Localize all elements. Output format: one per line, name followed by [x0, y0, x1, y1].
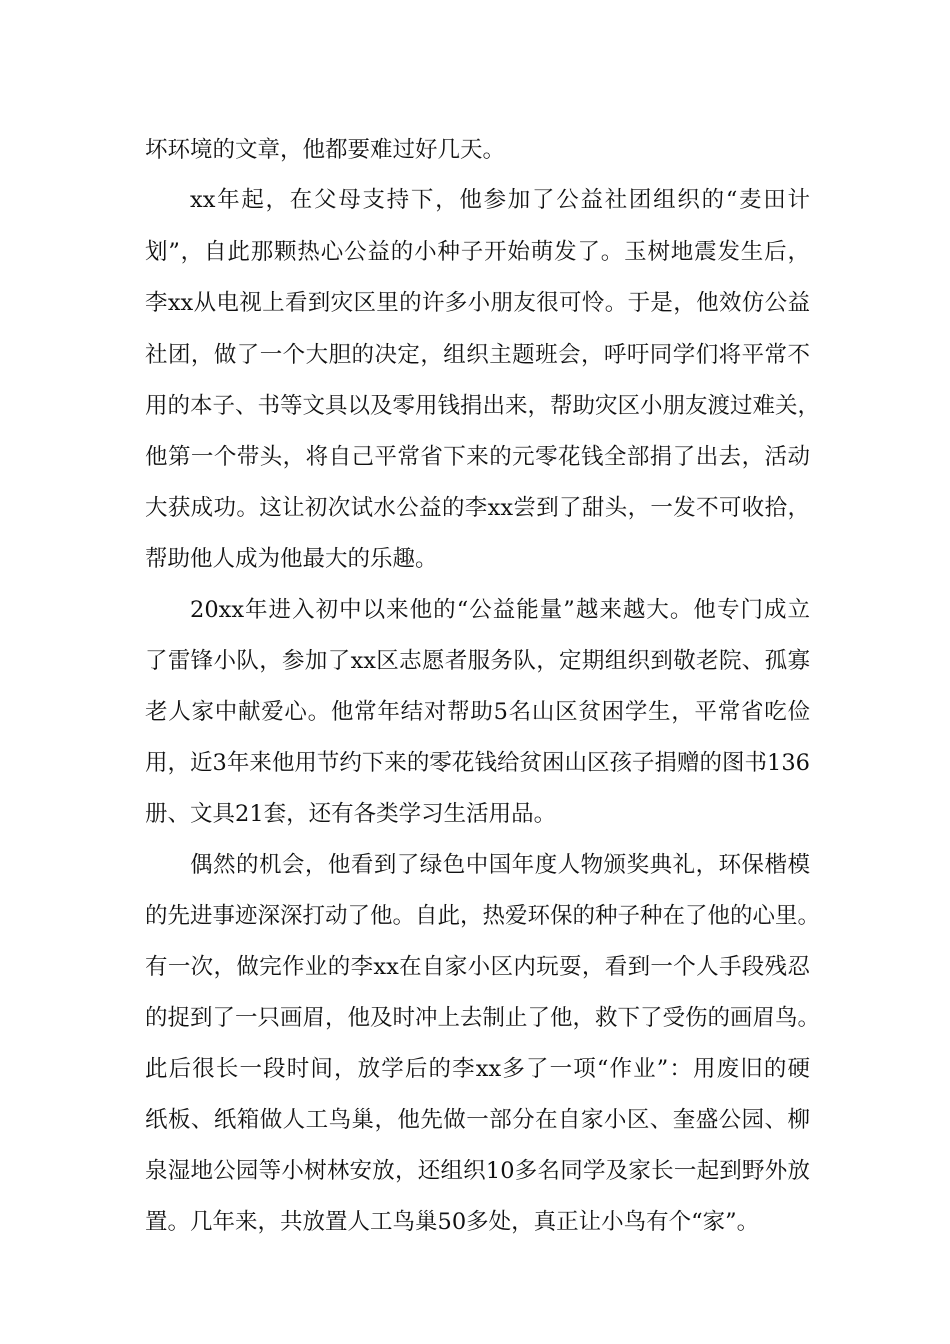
- text-line: 李xx从电视上看到灾区里的许多小朋友很可怜。于是，他效仿公益: [145, 290, 810, 316]
- text-line: 置。几年来，共放置人工鸟巢50多处，真正让小鸟有个“家”。: [145, 1209, 760, 1235]
- paragraph-first-line: 20xx年进入初中以来他的“公益能量”越来越大。他专门成立: [190, 597, 810, 623]
- paragraph-first-line: xx年起，在父母支持下，他参加了公益社团组织的“麦田计: [190, 187, 810, 213]
- text-line: 社团，做了一个大胆的决定，组织主题班会，呼吁同学们将平常不: [145, 342, 810, 368]
- text-line: 坏环境的文章，他都要难过好几天。: [145, 137, 506, 163]
- text-line: 了雷锋小队，参加了xx区志愿者服务队，定期组织到敬老院、孤寡: [145, 648, 810, 674]
- text-line: 划”，自此那颗热心公益的小种子开始萌发了。玉树地震发生后，: [145, 239, 810, 265]
- text-line: 此后很长一段时间，放学后的李xx多了一项“作业”：用废旧的硬: [145, 1056, 810, 1082]
- paragraph-first-line: 偶然的机会，他看到了绿色中国年度人物颁奖典礼，环保楷模: [190, 852, 810, 878]
- text-line: 老人家中献爱心。他常年结对帮助5名山区贫困学生，平常省吃俭: [145, 699, 810, 725]
- text-line: 他第一个带头，将自己平常省下来的元零花钱全部捐了出去，活动: [145, 444, 810, 470]
- text-line: 帮助他人成为他最大的乐趣。: [145, 546, 438, 572]
- text-line: 的捉到了一只画眉，他及时冲上去制止了他，救下了受伤的画眉鸟。: [145, 1005, 821, 1031]
- text-line: 用的本子、书等文具以及零用钱捐出来，帮助灾区小朋友渡过难关，: [145, 393, 821, 419]
- text-line: 纸板、纸箱做人工鸟巢，他先做一部分在自家小区、奎盛公园、柳: [145, 1107, 810, 1133]
- text-line: 用，近3年来他用节约下来的零花钱给贫困山区孩子捐赠的图书136: [145, 750, 810, 776]
- text-line: 有一次，做完作业的李xx在自家小区内玩耍，看到一个人手段残忍: [145, 954, 810, 980]
- text-line: 泉湿地公园等小树林安放，还组织10多名同学及家长一起到野外放: [145, 1158, 810, 1184]
- text-line: 的先进事迹深深打动了他。自此，热爱环保的种子种在了他的心里。: [145, 903, 821, 929]
- text-line: 大获成功。这让初次试水公益的李xx尝到了甜头，一发不可收拾，: [145, 495, 810, 521]
- text-line: 册、文具21套，还有各类学习生活用品。: [145, 801, 557, 827]
